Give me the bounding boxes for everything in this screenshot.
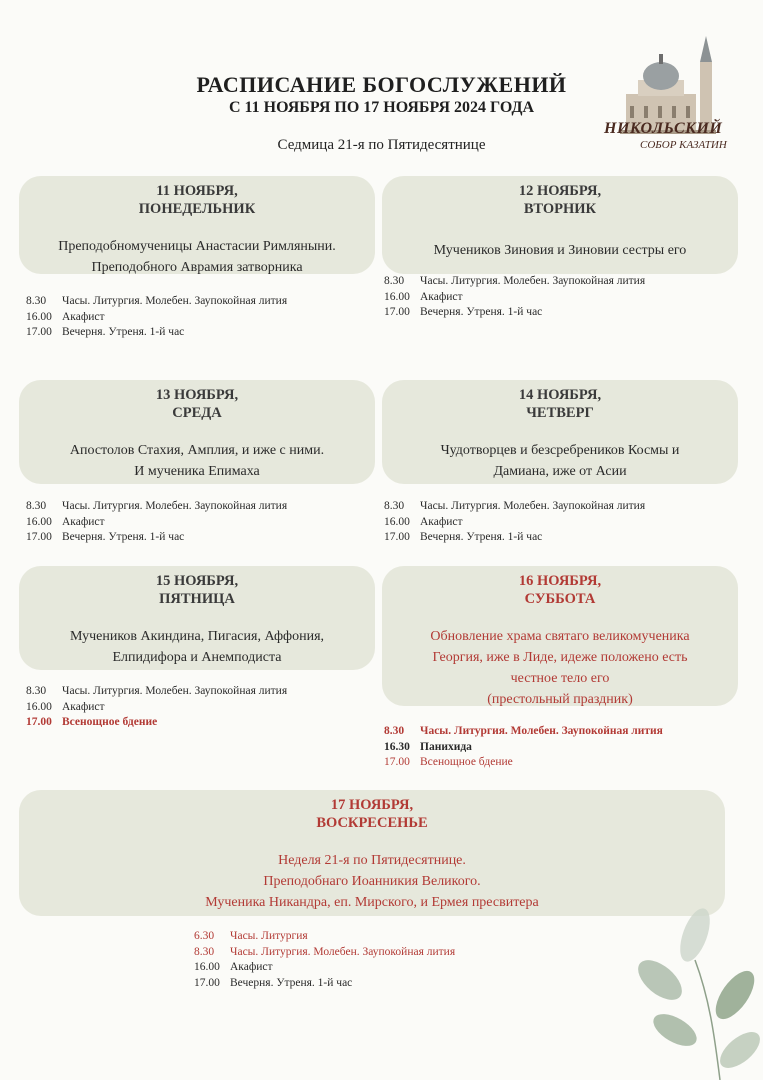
day-schedule-12 (384, 274, 645, 321)
schedule-row: 16.00 Акафист (26, 310, 105, 323)
day-weekday: ПОНЕДЕЛЬНИК (138, 201, 256, 217)
cathedral-logo-icon (604, 32, 734, 172)
schedule-row: 16.00 Акафист (384, 290, 463, 303)
logo-sub: СОБОР КАЗАТИН (640, 139, 727, 151)
logo-name: НИКОЛЬСКИЙ (604, 120, 723, 137)
schedule-row: 17.00 Вечерня. Утреня. 1-й час (384, 531, 543, 543)
schedule-row: 16.00 Акафист (384, 515, 463, 528)
day-schedule-17 (194, 929, 455, 991)
day-date: 11 НОЯБРЯ, (156, 183, 238, 199)
schedule-row: 17.00 Вечерня. Утреня. 1-й час (194, 976, 353, 989)
day-weekday: ВТОРНИК (523, 201, 597, 217)
schedule-row: 17.00 Вечерня. Утреня. 1-й час (26, 326, 185, 338)
day-schedule-14 (384, 499, 645, 546)
schedule-row: 16.00 Акафист (194, 961, 273, 973)
day-card-17 (19, 790, 725, 916)
schedule-row: 8.30 Часы. Литургия. Молебен. Заупокойная лития (26, 295, 288, 307)
schedule-row: 16.00 Акафист (26, 515, 105, 528)
page-title: РАСПИСАНИЕ БОГОСЛУЖЕНИЙ (196, 72, 567, 97)
schedule-row: 17.00 Всенощное бдение (26, 716, 158, 728)
day-date: 13 НОЯБРЯ, (155, 387, 239, 403)
schedule-row: 8.30 Часы. Литургия. Молебен. Заупокойная лития (384, 725, 663, 737)
schedule-row: 16.00 Акафист (26, 700, 105, 713)
day-schedule-16 (384, 724, 663, 771)
day-date: 16 НОЯБРЯ, (518, 573, 602, 589)
schedule-row: 8.30 Часы. Литургия. Молебен. Заупокойная лития (384, 500, 646, 512)
day-card-13 (19, 380, 375, 484)
day-date: 17 НОЯБРЯ, (330, 797, 414, 813)
page-subtitle: С 11 НОЯБРЯ ПО 17 НОЯБРЯ 2024 ГОДА (228, 99, 535, 116)
day-saint: Мучеников Зиновия и Зиновии сестры его (433, 243, 687, 258)
day-schedule-13 (26, 499, 287, 546)
day-schedule-11 (26, 294, 287, 341)
schedule-row: 17.00 Вечерня. Утреня. 1-й час (26, 531, 185, 543)
week-label: Седмица 21-я по Пятидесятнице (277, 137, 486, 153)
day-saint: Апостолов Стахия, Амплия, и иже с ними. И мученика Епимаха (69, 443, 325, 479)
schedule-row: 6.30 Часы. Литургия (194, 930, 308, 942)
day-card-11 (19, 176, 375, 274)
day-saint: Обновление храма святаго великомученика Георгия, иже в Лиде, идеже положено есть честное тело его (престольный праздник) (430, 629, 690, 707)
schedule-row: 8.30 Часы. Литургия. Молебен. Заупокойная лития (26, 500, 288, 512)
day-card-12 (382, 176, 738, 274)
day-weekday: СРЕДА (172, 405, 222, 421)
day-weekday: ВОСКРЕСЕНЬЕ (316, 815, 428, 831)
day-schedule-15 (26, 684, 287, 731)
day-card-15 (19, 566, 375, 670)
day-date: 15 НОЯБРЯ, (155, 573, 239, 589)
day-date: 12 НОЯБРЯ, (518, 183, 602, 199)
day-saint: Неделя 21-я по Пятидесятнице. Преподобнаго Иоанникия Великого. Мученика Никандра, еп. Мирского, и Ермея пресвитера (205, 853, 539, 910)
day-weekday: ЧЕТВЕРГ (526, 405, 594, 421)
day-date: 14 НОЯБРЯ, (518, 387, 602, 403)
day-saint: Мучеников Акиндина, Пигасия, Аффония, Елпидифора и Анемподиста (69, 629, 325, 665)
day-saint: Чудотворцев и безсребреников Космы и Дамиана, иже от Асии (440, 443, 680, 479)
schedule-row: 8.30 Часы. Литургия. Молебен. Заупокойная лития (384, 275, 646, 287)
day-weekday: ПЯТНИЦА (159, 591, 235, 607)
day-weekday: СУББОТА (524, 591, 596, 607)
schedule-row: 16.30 Панихида (384, 740, 472, 753)
schedule-row: 8.30 Часы. Литургия. Молебен. Заупокойная лития (194, 945, 456, 958)
leaf-decoration-icon (600, 900, 763, 1080)
schedule-row: 17.00 Вечерня. Утреня. 1-й час (384, 306, 543, 318)
day-card-16 (382, 566, 738, 706)
schedule-row: 17.00 Всенощное бдение (384, 756, 513, 768)
schedule-row: 8.30 Часы. Литургия. Молебен. Заупокойная лития (26, 685, 288, 697)
day-saint: Преподобномученицы Анастасии Римляныни. Преподобного Аврамия затворника (58, 239, 336, 275)
day-card-14 (382, 380, 738, 484)
